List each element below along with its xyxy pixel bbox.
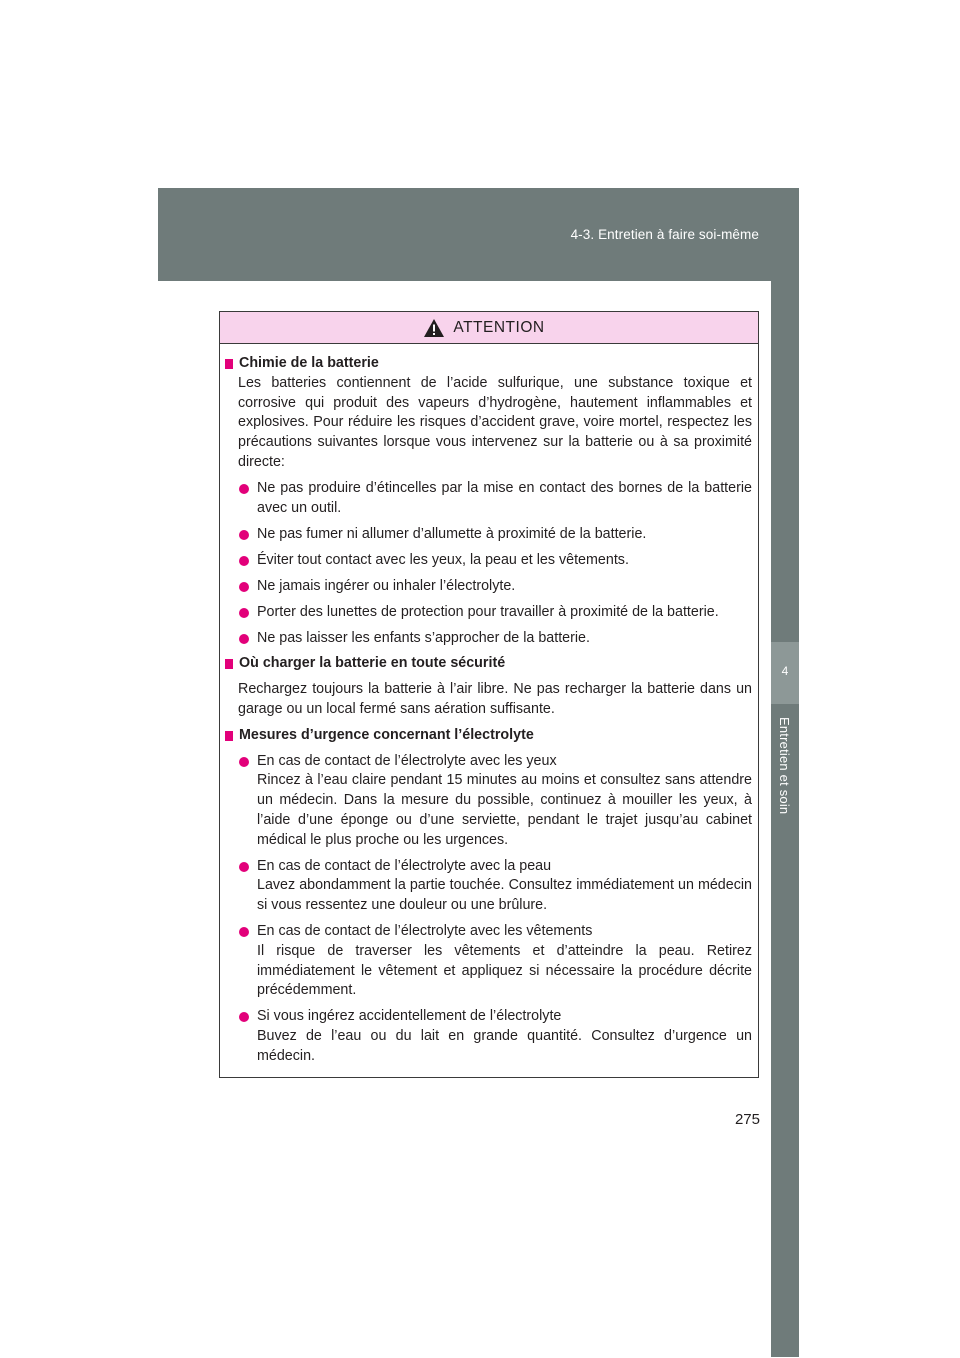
magenta-square-icon <box>225 659 233 669</box>
list-item: Ne pas produire d’étincelles par la mise en contact des bornes de la batterie avec un outil. <box>225 479 752 519</box>
chapter-number: 4 <box>771 642 799 704</box>
warning-header <box>220 312 758 344</box>
section-text-safe-charging: Rechargez toujours la batterie à l’air libre. Ne pas recharger la batterie dans un garage ou un local fermé sans aération suffisante. <box>238 681 752 717</box>
list-item: En cas de contact de l’électrolyte avec les yeux Rincez à l’eau claire pendant 15 minutes au moins et consultez sans attendre un médecin. Dans la mesure du possible, continuez à mouiller les yeux, à l’aide d’une éponge ou d’une serviette, pendant le trajet jusqu’au cabinet médical le plus proche ou les urgences. <box>225 752 752 851</box>
list-item: En cas de contact de l’électrolyte avec la peau Lavez abondamment la partie touchée. Consultez immédiatement un médecin si vous ressentez une douleur ou une brûlure. <box>225 857 752 916</box>
list-item: Porter des lunettes de protection pour travailler à proximité de la batterie. <box>225 603 752 623</box>
list-item: En cas de contact de l’électrolyte avec les vêtements Il risque de traverser les vêtements et d’atteindre la peau. Retirez immédiatement le vêtement et appliquez si nécessaire la procédure décrite précédemment. <box>225 922 752 1001</box>
list-item: Ne pas laisser les enfants s’approcher de la batterie. <box>225 629 752 649</box>
page-number: 275 <box>734 1111 760 1128</box>
list-item: Ne jamais ingérer ou inhaler l’électrolyte. <box>225 577 752 597</box>
warning-body <box>220 344 758 1067</box>
magenta-circle-icon <box>239 927 249 937</box>
list-item: Si vous ingérez accidentellement de l’électrolyte Buvez de l’eau ou du lait en grande quantité. Consultez d’urgence un médecin. <box>225 1007 752 1066</box>
section-heading-battery-chemistry: Chimie de la batterie <box>225 354 752 374</box>
battery-precautions-list <box>225 479 752 649</box>
magenta-circle-icon <box>239 530 249 540</box>
magenta-circle-icon <box>239 757 249 767</box>
section-heading-safe-charging: Où charger la batterie en toute sécurité <box>225 654 752 674</box>
section-title: 4-3. Entretien à faire soi-même <box>570 227 759 242</box>
emergency-measures-list <box>225 752 752 1067</box>
magenta-circle-icon <box>239 634 249 644</box>
magenta-circle-icon <box>239 1012 249 1022</box>
chapter-label: Entretien et soin <box>777 717 792 815</box>
magenta-circle-icon <box>239 582 249 592</box>
warning-triangle-icon <box>423 318 445 338</box>
section-text-battery-chemistry: Les batteries contiennent de l’acide sulfurique, une substance toxique et corrosive qui produit des vapeurs d’hydrogène, hautement inflammables et explosives. Pour réduire les risques d’accident grave, voire mortel, respectez les précautions suivantes lorsque vous intervenez sur la batterie ou à sa proximité directe: <box>238 374 752 470</box>
magenta-circle-icon <box>239 556 249 566</box>
magenta-circle-icon <box>239 484 249 494</box>
list-item: Éviter tout contact avec les yeux, la peau et les vêtements. <box>225 551 752 571</box>
magenta-circle-icon <box>239 608 249 618</box>
magenta-square-icon <box>225 731 233 741</box>
magenta-circle-icon <box>239 862 249 872</box>
magenta-square-icon <box>225 359 233 369</box>
warning-box <box>219 311 759 1078</box>
chapter-side-tab <box>771 281 799 1357</box>
list-item: Ne pas fumer ni allumer d’allumette à proximité de la batterie. <box>225 525 752 545</box>
section-heading-emergency: Mesures d’urgence concernant l’électrolyte <box>225 726 752 746</box>
warning-title: ATTENTION <box>453 318 545 336</box>
chapter-header-band <box>158 188 799 281</box>
